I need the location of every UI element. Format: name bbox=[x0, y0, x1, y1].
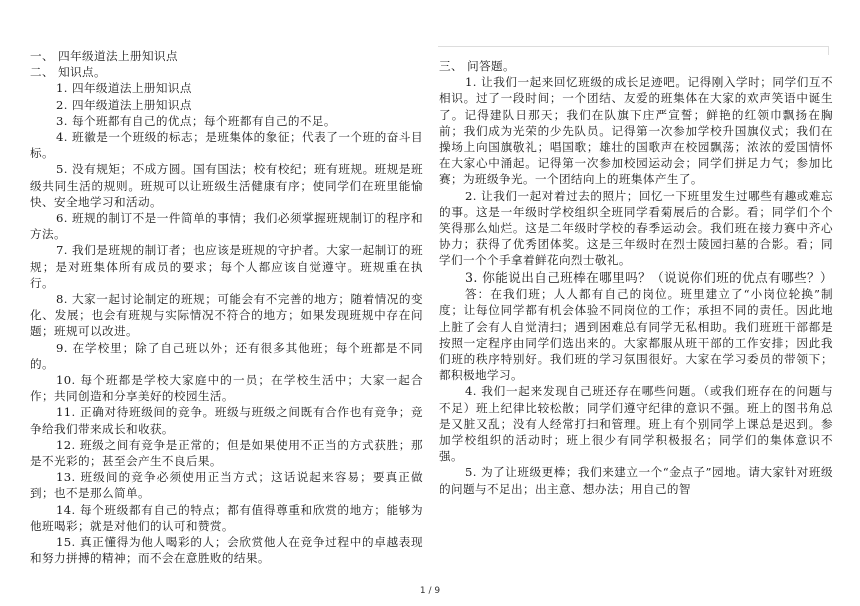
question-5: 5. 为了让班级更棒；我们来建立一个“金点子”园地。请大家针对班级的问题与不足出；出主意、想办法；用自己的智 bbox=[439, 465, 833, 496]
list-item: 2. 四年级道法上册知识点 bbox=[56, 97, 192, 112]
list-item: 1. 四年级道法上册知识点 bbox=[56, 81, 192, 96]
section-heading-knowledge: 二、 知识点。 bbox=[30, 65, 107, 80]
page-title: 一、 四年级道法上册知识点 bbox=[30, 49, 179, 63]
list-item: 11. 正确对待班级间的竞争。班级与班级之间既有合作也有竞争；竞争给我们带来成长和收获。 bbox=[30, 405, 423, 436]
question-3: 3. 你能说出自己班棒在哪里吗？（说说你们班的优点有哪些？） bbox=[465, 269, 834, 285]
list-item: 12. 班级之间有竞争是正常的；但是如果使用不正当的方式获胜；那是不光彩的；甚至会产生不良后果。 bbox=[30, 437, 423, 469]
question-2: 2. 让我们一起对着过去的照片；回忆一下班里发生过哪些有趣或难忘的事。这是一年级时学校组织全班同学看菊展后的合影。看；同学们个个笑得那么灿烂。这是二年级时学校的春季运动会。我们班在接力赛中齐心协力；获得了优秀团体奖。这是三年级时在烈士陵园扫墓的合影。看；同学们一个个手拿着鲜花向烈士敬礼。 bbox=[439, 188, 833, 268]
list-item: 5. 没有规矩；不成方圆。国有国法；校有校纪；班有班规。班规是班级共同生活的规则。班规可以让班级生活健康有序；使同学们在班里能愉快、安全地学习和活动。 bbox=[30, 162, 423, 209]
list-item: 3. 每个班都有自己的优点；每个班都有自己的不足。 bbox=[56, 113, 336, 128]
list-item: 14. 每个班级都有自己的特点；都有值得尊重和欣赏的地方；能够为他班喝彩；就是对他们的认可和赞赏。 bbox=[30, 502, 423, 533]
list-item: 9. 在学校里；除了自己班以外；还有很多其他班；每个班都是不同的。 bbox=[30, 340, 423, 371]
section-heading-qa: 三、 问答题。 bbox=[439, 59, 516, 73]
page-number: 1 / 9 bbox=[419, 586, 441, 596]
question-1: 1. 让我们一起来回忆班级的成长足迹吧。记得刚入学时；同学们互不相识。过了一段时间；一个团结、友爱的班集体在大家的欢声笑语中诞生了。记得建队日那天；我们在队旗下庄严宣誓；鲜艳的红领巾飘扬在胸前；我们成为光荣的少先队员。记得第一次参加学校升国旗仪式；我们在操场上向国旗敬礼；唱国歌；雄壮的国歌声在校园飘荡；浓浓的爱国情怀在大家心中涌起。记得第一次参加校园运动会；同学们拼足力气；参加比赛；为班级争光。一个团结向上的班集体产生了。 bbox=[439, 75, 833, 187]
list-item: 8. 大家一起讨论制定的班规；可能会有不完善的地方；随着情况的变化、发展；也会有班规与实际情况不符合的地方；如果发现班规中存在问题；班规可以改进。 bbox=[30, 292, 423, 339]
answer-3: 答：在我们班；人人都有自己的岗位。班里建立了“小岗位轮换”制度；让每位同学都有机会体验不同岗位的工作；承担不同的责任。因此地上脏了会有人自觉清扫；遇到困难总有同学无私相助。我们班班干部都是按照一定程序由同学们选出来的。大家都服从班干部的工作安排；因此我们班的秩序特别好。我们班的学习氛围很好。大家在学习委员的带领下；都积极地学习。 bbox=[439, 287, 833, 383]
list-item: 13. 班级间的竞争必须使用正当方式；这话说起来容易；要真正做到；也不是那么简单。 bbox=[30, 470, 423, 501]
left-column bbox=[30, 48, 423, 567]
list-item: 10. 每个班都是学校大家庭中的一员；在学校生活中；大家一起合作；共同创造和分享美好的校园生活。 bbox=[30, 373, 423, 404]
right-column bbox=[439, 58, 833, 497]
list-item: 7. 我们是班规的制订者；也应该是班规的守护者。大家一起制订的班规；是对班集体所有成员的要求；每个人都应该自觉遵守。班规重在执行。 bbox=[30, 243, 423, 290]
list-item: 6. 班规的制订不是一件简单的事情；我们必须掌握班规制订的程序和方法。 bbox=[30, 211, 423, 242]
question-4: 4. 我们一起来发现自己班还存在哪些问题。（或我们班存在的问题与不足）班上纪律比较松散；同学们遵守纪律的意识不强。班上的图书角总是又脏又乱；没有人经常打扫和管理。班上有个别同学上课总是迟到。参加学校组织的活动时；班上很少有同学积极报名；同学们的集体意识不强。 bbox=[439, 384, 833, 464]
list-item: 15. 真正懂得为他人喝彩的人；会欣赏他人在竞争过程中的卓越表现和努力拼搏的精神；而不会在意胜败的结果。 bbox=[30, 535, 423, 566]
list-item: 4. 班徽是一个班级的标志；是班集体的象征；代表了一个班的奋斗目标。 bbox=[30, 130, 423, 161]
right-column-top-border bbox=[438, 46, 829, 55]
